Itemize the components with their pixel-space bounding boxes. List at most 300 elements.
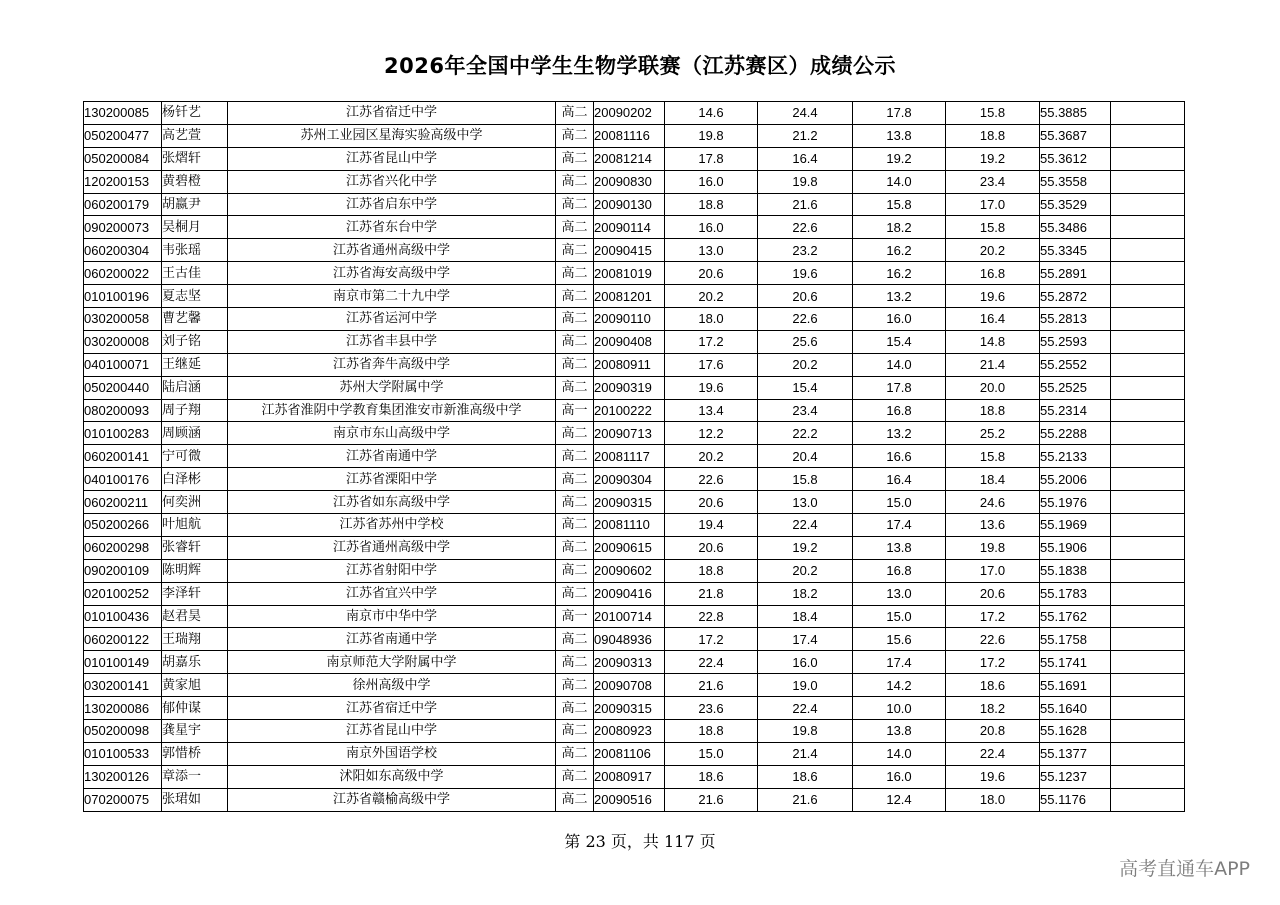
remark-cell xyxy=(1111,147,1185,170)
score-1-cell: 18.6 xyxy=(665,765,758,788)
grade-cell: 高一 xyxy=(556,399,594,422)
birth-date-cell: 20090319 xyxy=(594,376,665,399)
score-2-cell: 13.0 xyxy=(758,491,853,514)
candidate-id-cell: 120200153 xyxy=(84,170,162,193)
score-2-cell: 22.4 xyxy=(758,697,853,720)
birth-date-cell: 20081106 xyxy=(594,742,665,765)
score-3-cell: 14.0 xyxy=(853,353,946,376)
grade-cell: 高二 xyxy=(556,239,594,262)
score-2-cell: 19.2 xyxy=(758,536,853,559)
score-3-cell: 15.0 xyxy=(853,605,946,628)
school-name-cell: 江苏省海安高级中学 xyxy=(228,262,556,285)
score-2-cell: 19.0 xyxy=(758,674,853,697)
grade-cell: 高二 xyxy=(556,697,594,720)
birth-date-cell: 20090110 xyxy=(594,308,665,331)
total-score-cell: 55.1838 xyxy=(1040,559,1111,582)
candidate-id-cell: 050200084 xyxy=(84,147,162,170)
table-row xyxy=(84,216,1185,239)
candidate-id-cell: 010100283 xyxy=(84,422,162,445)
candidate-id-cell: 070200075 xyxy=(84,788,162,811)
student-name-cell: 胡嬴尹 xyxy=(162,193,228,216)
school-name-cell: 江苏省赣榆高级中学 xyxy=(228,788,556,811)
score-2-cell: 21.2 xyxy=(758,124,853,147)
table-row xyxy=(84,285,1185,308)
score-3-cell: 16.6 xyxy=(853,445,946,468)
score-2-cell: 22.6 xyxy=(758,308,853,331)
table-row xyxy=(84,445,1185,468)
score-4-cell: 23.4 xyxy=(946,170,1040,193)
total-score-cell: 55.2552 xyxy=(1040,353,1111,376)
remark-cell xyxy=(1111,628,1185,651)
total-score-cell: 55.1628 xyxy=(1040,720,1111,743)
table-row xyxy=(84,491,1185,514)
score-4-cell: 18.8 xyxy=(946,399,1040,422)
score-1-cell: 22.4 xyxy=(665,651,758,674)
table-row xyxy=(84,742,1185,765)
score-3-cell: 16.2 xyxy=(853,239,946,262)
total-score-cell: 55.1741 xyxy=(1040,651,1111,674)
school-name-cell: 江苏省苏州中学校 xyxy=(228,514,556,537)
candidate-id-cell: 040100176 xyxy=(84,468,162,491)
grade-cell: 高二 xyxy=(556,193,594,216)
grade-cell: 高二 xyxy=(556,765,594,788)
student-name-cell: 叶旭航 xyxy=(162,514,228,537)
score-2-cell: 15.4 xyxy=(758,376,853,399)
grade-cell: 高二 xyxy=(556,445,594,468)
table-row xyxy=(84,605,1185,628)
page-title: 2026年全国中学生生物学联赛（江苏赛区）成绩公示 xyxy=(384,54,896,78)
table-row xyxy=(84,674,1185,697)
school-name-cell: 沭阳如东高级中学 xyxy=(228,765,556,788)
candidate-id-cell: 080200093 xyxy=(84,399,162,422)
remark-cell xyxy=(1111,353,1185,376)
student-name-cell: 王继延 xyxy=(162,353,228,376)
score-1-cell: 17.8 xyxy=(665,147,758,170)
grade-cell: 高二 xyxy=(556,422,594,445)
score-3-cell: 13.8 xyxy=(853,536,946,559)
birth-date-cell: 09048936 xyxy=(594,628,665,651)
grade-cell: 高二 xyxy=(556,582,594,605)
birth-date-cell: 20090415 xyxy=(594,239,665,262)
birth-date-cell: 20090516 xyxy=(594,788,665,811)
student-name-cell: 曹艺馨 xyxy=(162,308,228,331)
total-score-cell: 55.2813 xyxy=(1040,308,1111,331)
score-3-cell: 13.8 xyxy=(853,720,946,743)
score-3-cell: 14.2 xyxy=(853,674,946,697)
score-3-cell: 16.0 xyxy=(853,308,946,331)
table-row xyxy=(84,628,1185,651)
student-name-cell: 陈明辉 xyxy=(162,559,228,582)
candidate-id-cell: 060200304 xyxy=(84,239,162,262)
birth-date-cell: 20081201 xyxy=(594,285,665,308)
score-3-cell: 15.8 xyxy=(853,193,946,216)
total-score-cell: 55.2288 xyxy=(1040,422,1111,445)
candidate-id-cell: 090200109 xyxy=(84,559,162,582)
total-score-cell: 55.1969 xyxy=(1040,514,1111,537)
birth-date-cell: 20090713 xyxy=(594,422,665,445)
grade-cell: 高二 xyxy=(556,124,594,147)
score-1-cell: 18.8 xyxy=(665,193,758,216)
table-row xyxy=(84,582,1185,605)
score-3-cell: 16.8 xyxy=(853,559,946,582)
student-name-cell: 龚星宇 xyxy=(162,720,228,743)
student-name-cell: 王瑞翔 xyxy=(162,628,228,651)
table-row xyxy=(84,330,1185,353)
birth-date-cell: 20090830 xyxy=(594,170,665,193)
school-name-cell: 江苏省昆山中学 xyxy=(228,720,556,743)
score-4-cell: 20.2 xyxy=(946,239,1040,262)
table-row xyxy=(84,788,1185,811)
school-name-cell: 江苏省溧阳中学 xyxy=(228,468,556,491)
score-4-cell: 20.0 xyxy=(946,376,1040,399)
score-3-cell: 16.0 xyxy=(853,765,946,788)
score-1-cell: 18.8 xyxy=(665,559,758,582)
school-name-cell: 江苏省丰县中学 xyxy=(228,330,556,353)
total-score-cell: 55.3612 xyxy=(1040,147,1111,170)
total-score-cell: 55.2593 xyxy=(1040,330,1111,353)
student-name-cell: 郭惜桥 xyxy=(162,742,228,765)
table-row xyxy=(84,376,1185,399)
total-score-cell: 55.3687 xyxy=(1040,124,1111,147)
total-score-cell: 55.1377 xyxy=(1040,742,1111,765)
student-name-cell: 陆启涵 xyxy=(162,376,228,399)
candidate-id-cell: 010100196 xyxy=(84,285,162,308)
score-2-cell: 20.6 xyxy=(758,285,853,308)
score-1-cell: 22.8 xyxy=(665,605,758,628)
table-row xyxy=(84,239,1185,262)
score-3-cell: 15.0 xyxy=(853,491,946,514)
student-name-cell: 赵君昊 xyxy=(162,605,228,628)
grade-cell: 高二 xyxy=(556,170,594,193)
birth-date-cell: 20080923 xyxy=(594,720,665,743)
table-row xyxy=(84,422,1185,445)
school-name-cell: 江苏省南通中学 xyxy=(228,628,556,651)
student-name-cell: 白泽彬 xyxy=(162,468,228,491)
school-name-cell: 江苏省淮阴中学教育集团淮安市新淮高级中学 xyxy=(228,399,556,422)
table-row xyxy=(84,399,1185,422)
score-1-cell: 17.2 xyxy=(665,628,758,651)
school-name-cell: 江苏省射阳中学 xyxy=(228,559,556,582)
total-score-cell: 55.2006 xyxy=(1040,468,1111,491)
birth-date-cell: 20080917 xyxy=(594,765,665,788)
score-4-cell: 22.4 xyxy=(946,742,1040,765)
candidate-id-cell: 050200440 xyxy=(84,376,162,399)
score-4-cell: 19.6 xyxy=(946,285,1040,308)
birth-date-cell: 20090408 xyxy=(594,330,665,353)
score-4-cell: 14.8 xyxy=(946,330,1040,353)
score-1-cell: 16.0 xyxy=(665,170,758,193)
student-name-cell: 黄碧橙 xyxy=(162,170,228,193)
score-1-cell: 15.0 xyxy=(665,742,758,765)
score-2-cell: 20.2 xyxy=(758,353,853,376)
remark-cell xyxy=(1111,239,1185,262)
score-4-cell: 15.8 xyxy=(946,102,1040,125)
school-name-cell: 江苏省宜兴中学 xyxy=(228,582,556,605)
candidate-id-cell: 060200022 xyxy=(84,262,162,285)
total-score-cell: 55.2525 xyxy=(1040,376,1111,399)
score-1-cell: 20.2 xyxy=(665,285,758,308)
grade-cell: 高一 xyxy=(556,605,594,628)
remark-cell xyxy=(1111,468,1185,491)
total-score-cell: 55.1640 xyxy=(1040,697,1111,720)
total-score-cell: 55.2314 xyxy=(1040,399,1111,422)
candidate-id-cell: 060200179 xyxy=(84,193,162,216)
school-name-cell: 苏州大学附属中学 xyxy=(228,376,556,399)
score-3-cell: 17.8 xyxy=(853,102,946,125)
remark-cell xyxy=(1111,193,1185,216)
total-score-cell: 55.1758 xyxy=(1040,628,1111,651)
candidate-id-cell: 060200211 xyxy=(84,491,162,514)
score-1-cell: 20.6 xyxy=(665,491,758,514)
grade-cell: 高二 xyxy=(556,651,594,674)
grade-cell: 高二 xyxy=(556,536,594,559)
score-2-cell: 22.6 xyxy=(758,216,853,239)
grade-cell: 高二 xyxy=(556,788,594,811)
school-name-cell: 江苏省昆山中学 xyxy=(228,147,556,170)
remark-cell xyxy=(1111,445,1185,468)
remark-cell xyxy=(1111,376,1185,399)
score-2-cell: 21.6 xyxy=(758,788,853,811)
school-name-cell: 南京市东山高级中学 xyxy=(228,422,556,445)
score-1-cell: 21.6 xyxy=(665,788,758,811)
score-4-cell: 13.6 xyxy=(946,514,1040,537)
total-score-cell: 55.1176 xyxy=(1040,788,1111,811)
score-1-cell: 20.6 xyxy=(665,262,758,285)
student-name-cell: 王古佳 xyxy=(162,262,228,285)
table-row xyxy=(84,697,1185,720)
score-4-cell: 16.8 xyxy=(946,262,1040,285)
birth-date-cell: 20081117 xyxy=(594,445,665,468)
table-row xyxy=(84,124,1185,147)
total-score-cell: 55.1691 xyxy=(1040,674,1111,697)
remark-cell xyxy=(1111,674,1185,697)
birth-date-cell: 20090304 xyxy=(594,468,665,491)
table-row xyxy=(84,514,1185,537)
score-2-cell: 16.4 xyxy=(758,147,853,170)
score-4-cell: 18.8 xyxy=(946,124,1040,147)
candidate-id-cell: 060200141 xyxy=(84,445,162,468)
candidate-id-cell: 130200086 xyxy=(84,697,162,720)
grade-cell: 高二 xyxy=(556,628,594,651)
candidate-id-cell: 020100252 xyxy=(84,582,162,605)
score-2-cell: 23.4 xyxy=(758,399,853,422)
total-score-cell: 55.1762 xyxy=(1040,605,1111,628)
school-name-cell: 江苏省运河中学 xyxy=(228,308,556,331)
student-name-cell: 何奕洲 xyxy=(162,491,228,514)
total-score-cell: 55.1976 xyxy=(1040,491,1111,514)
score-2-cell: 20.4 xyxy=(758,445,853,468)
total-score-cell: 55.3529 xyxy=(1040,193,1111,216)
score-3-cell: 19.2 xyxy=(853,147,946,170)
student-name-cell: 周子翔 xyxy=(162,399,228,422)
score-4-cell: 16.4 xyxy=(946,308,1040,331)
birth-date-cell: 20090114 xyxy=(594,216,665,239)
student-name-cell: 夏志坚 xyxy=(162,285,228,308)
score-2-cell: 15.8 xyxy=(758,468,853,491)
birth-date-cell: 20090615 xyxy=(594,536,665,559)
table-row xyxy=(84,536,1185,559)
remark-cell xyxy=(1111,514,1185,537)
remark-cell xyxy=(1111,559,1185,582)
score-4-cell: 21.4 xyxy=(946,353,1040,376)
score-2-cell: 23.2 xyxy=(758,239,853,262)
score-3-cell: 18.2 xyxy=(853,216,946,239)
school-name-cell: 徐州高级中学 xyxy=(228,674,556,697)
total-score-cell: 55.1237 xyxy=(1040,765,1111,788)
candidate-id-cell: 050200098 xyxy=(84,720,162,743)
score-4-cell: 17.2 xyxy=(946,605,1040,628)
table-row xyxy=(84,262,1185,285)
total-score-cell: 55.1906 xyxy=(1040,536,1111,559)
total-score-cell: 55.3345 xyxy=(1040,239,1111,262)
birth-date-cell: 20090708 xyxy=(594,674,665,697)
score-3-cell: 16.2 xyxy=(853,262,946,285)
score-1-cell: 19.8 xyxy=(665,124,758,147)
table-row xyxy=(84,468,1185,491)
remark-cell xyxy=(1111,788,1185,811)
score-1-cell: 19.6 xyxy=(665,376,758,399)
score-4-cell: 20.6 xyxy=(946,582,1040,605)
score-4-cell: 18.0 xyxy=(946,788,1040,811)
student-name-cell: 杨钎艺 xyxy=(162,102,228,125)
score-2-cell: 22.2 xyxy=(758,422,853,445)
watermark: 高考直通车APP xyxy=(1119,858,1250,880)
candidate-id-cell: 130200085 xyxy=(84,102,162,125)
grade-cell: 高二 xyxy=(556,376,594,399)
birth-date-cell: 20081214 xyxy=(594,147,665,170)
grade-cell: 高二 xyxy=(556,468,594,491)
grade-cell: 高二 xyxy=(556,491,594,514)
student-name-cell: 李泽轩 xyxy=(162,582,228,605)
score-4-cell: 18.2 xyxy=(946,697,1040,720)
total-score-cell: 55.3486 xyxy=(1040,216,1111,239)
score-1-cell: 17.6 xyxy=(665,353,758,376)
score-2-cell: 19.6 xyxy=(758,262,853,285)
school-name-cell: 江苏省东台中学 xyxy=(228,216,556,239)
score-2-cell: 21.6 xyxy=(758,193,853,216)
student-name-cell: 周顾涵 xyxy=(162,422,228,445)
score-3-cell: 16.8 xyxy=(853,399,946,422)
student-name-cell: 郁仲谋 xyxy=(162,697,228,720)
birth-date-cell: 20081110 xyxy=(594,514,665,537)
score-4-cell: 19.8 xyxy=(946,536,1040,559)
score-1-cell: 12.2 xyxy=(665,422,758,445)
student-name-cell: 宁可微 xyxy=(162,445,228,468)
remark-cell xyxy=(1111,536,1185,559)
school-name-cell: 南京师范大学附属中学 xyxy=(228,651,556,674)
table-row xyxy=(84,720,1185,743)
score-1-cell: 18.8 xyxy=(665,720,758,743)
remark-cell xyxy=(1111,422,1185,445)
score-1-cell: 13.0 xyxy=(665,239,758,262)
score-2-cell: 22.4 xyxy=(758,514,853,537)
birth-date-cell: 20090602 xyxy=(594,559,665,582)
score-3-cell: 17.4 xyxy=(853,514,946,537)
school-name-cell: 江苏省宿迁中学 xyxy=(228,102,556,125)
score-1-cell: 20.6 xyxy=(665,536,758,559)
score-table xyxy=(83,101,1185,812)
score-3-cell: 14.0 xyxy=(853,170,946,193)
candidate-id-cell: 060200122 xyxy=(84,628,162,651)
student-name-cell: 张熠轩 xyxy=(162,147,228,170)
remark-cell xyxy=(1111,124,1185,147)
school-name-cell: 南京市中华中学 xyxy=(228,605,556,628)
score-4-cell: 18.6 xyxy=(946,674,1040,697)
score-1-cell: 19.4 xyxy=(665,514,758,537)
grade-cell: 高二 xyxy=(556,742,594,765)
birth-date-cell: 20100714 xyxy=(594,605,665,628)
score-4-cell: 17.0 xyxy=(946,559,1040,582)
score-2-cell: 24.4 xyxy=(758,102,853,125)
score-3-cell: 13.8 xyxy=(853,124,946,147)
score-2-cell: 19.8 xyxy=(758,170,853,193)
birth-date-cell: 20090315 xyxy=(594,697,665,720)
score-3-cell: 13.2 xyxy=(853,422,946,445)
grade-cell: 高二 xyxy=(556,353,594,376)
school-name-cell: 江苏省兴化中学 xyxy=(228,170,556,193)
score-3-cell: 12.4 xyxy=(853,788,946,811)
score-2-cell: 16.0 xyxy=(758,651,853,674)
table-row xyxy=(84,170,1185,193)
total-score-cell: 55.3558 xyxy=(1040,170,1111,193)
grade-cell: 高二 xyxy=(556,308,594,331)
school-name-cell: 江苏省启东中学 xyxy=(228,193,556,216)
school-name-cell: 江苏省通州高级中学 xyxy=(228,239,556,262)
score-2-cell: 18.2 xyxy=(758,582,853,605)
score-4-cell: 15.8 xyxy=(946,216,1040,239)
remark-cell xyxy=(1111,285,1185,308)
school-name-cell: 江苏省通州高级中学 xyxy=(228,536,556,559)
score-1-cell: 23.6 xyxy=(665,697,758,720)
remark-cell xyxy=(1111,605,1185,628)
table-row xyxy=(84,102,1185,125)
candidate-id-cell: 050200266 xyxy=(84,514,162,537)
table-row xyxy=(84,308,1185,331)
remark-cell xyxy=(1111,170,1185,193)
student-name-cell: 吴桐月 xyxy=(162,216,228,239)
birth-date-cell: 20090130 xyxy=(594,193,665,216)
student-name-cell: 胡嘉乐 xyxy=(162,651,228,674)
candidate-id-cell: 010100149 xyxy=(84,651,162,674)
candidate-id-cell: 030200008 xyxy=(84,330,162,353)
candidate-id-cell: 060200298 xyxy=(84,536,162,559)
score-1-cell: 21.8 xyxy=(665,582,758,605)
score-3-cell: 15.4 xyxy=(853,330,946,353)
score-2-cell: 18.6 xyxy=(758,765,853,788)
grade-cell: 高二 xyxy=(556,330,594,353)
score-3-cell: 15.6 xyxy=(853,628,946,651)
table-row xyxy=(84,651,1185,674)
school-name-cell: 江苏省宿迁中学 xyxy=(228,697,556,720)
candidate-id-cell: 010100533 xyxy=(84,742,162,765)
grade-cell: 高二 xyxy=(556,147,594,170)
score-1-cell: 17.2 xyxy=(665,330,758,353)
table-row xyxy=(84,353,1185,376)
table-row xyxy=(84,765,1185,788)
total-score-cell: 55.3885 xyxy=(1040,102,1111,125)
grade-cell: 高二 xyxy=(556,102,594,125)
score-2-cell: 19.8 xyxy=(758,720,853,743)
score-2-cell: 18.4 xyxy=(758,605,853,628)
grade-cell: 高二 xyxy=(556,285,594,308)
score-4-cell: 22.6 xyxy=(946,628,1040,651)
student-name-cell: 张睿轩 xyxy=(162,536,228,559)
student-name-cell: 高艺萱 xyxy=(162,124,228,147)
table-row xyxy=(84,559,1185,582)
candidate-id-cell: 040100071 xyxy=(84,353,162,376)
school-name-cell: 江苏省奔牛高级中学 xyxy=(228,353,556,376)
birth-date-cell: 20081019 xyxy=(594,262,665,285)
